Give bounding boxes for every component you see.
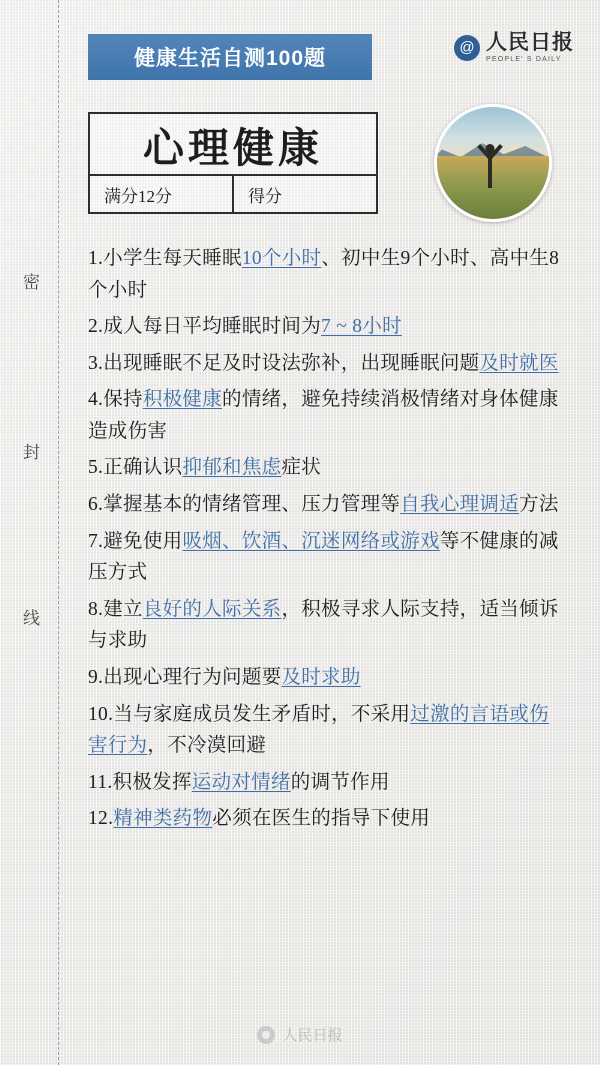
person-head (485, 144, 494, 153)
binding-label-2: 封 (23, 443, 41, 462)
question-item: 3.出现睡眠不足及时设法弥补，出现睡眠问题及时就医 (88, 352, 559, 374)
sunrise-photo (434, 104, 552, 222)
section-title-text: 心理健康 (143, 124, 323, 171)
weibo-watermark (0, 1024, 600, 1045)
at-sign-icon: @ (454, 35, 480, 61)
peoples-daily-logo (454, 32, 574, 63)
binding-label-3: 线 (23, 609, 41, 628)
question-item: 1.小学生每天睡眠10个小时、初中生9个小时、高中生8个小时 (88, 248, 560, 301)
poster-header-title: 健康生活自测100题 (133, 47, 327, 70)
photo-inner (437, 107, 549, 219)
weibo-icon (257, 1026, 275, 1044)
question-item: 4.保持积极健康的情绪，避免持续消极情绪对身体健康造成伤害 (88, 389, 559, 442)
logo-name-en: PEOPLE' S DAILY (486, 56, 562, 63)
weibo-watermark-text: 人民日报 (282, 1028, 343, 1044)
poster-header-banner (88, 34, 372, 80)
section-title-row (90, 114, 376, 176)
field-layer (437, 156, 549, 219)
question-item: 2.成人每日平均睡眠时间为7 ~ 8小时 (88, 316, 402, 338)
full-score-label: 满分12分 (90, 176, 234, 212)
question-item: 12.精神类药物必须在医生的指导下使用 (88, 808, 431, 830)
question-item: 9.出现心理行为问题要及时求助 (88, 666, 361, 688)
binding-dashed-line (58, 0, 59, 1065)
question-item: 8.建立良好的人际关系，积极寻求人际支持，适当倾诉与求助 (88, 598, 559, 652)
question-item: 7.避免使用吸烟、饮酒、沉迷网络或游戏等不健康的减压方式 (88, 530, 559, 584)
score-row (90, 176, 376, 212)
section-title-box (88, 112, 378, 214)
question-item: 5.正确认识抑郁和焦虑症状 (88, 457, 322, 479)
question-item: 10.当与家庭成员发生矛盾时，不采用过激的言语或伤害行为，不冷漠回避 (88, 703, 549, 757)
logo-text-group (486, 32, 574, 63)
question-item: 11.积极发挥运动对情绪的调节作用 (88, 771, 390, 793)
binding-label-1: 密 (23, 273, 41, 292)
question-list (88, 243, 560, 840)
person-silhouette-icon (488, 152, 492, 188)
logo-name-cn: 人民日报 (486, 31, 574, 54)
question-item: 6.掌握基本的情绪管理、压力管理等自我心理调适方法 (88, 494, 559, 516)
score-label: 得分 (248, 186, 282, 206)
